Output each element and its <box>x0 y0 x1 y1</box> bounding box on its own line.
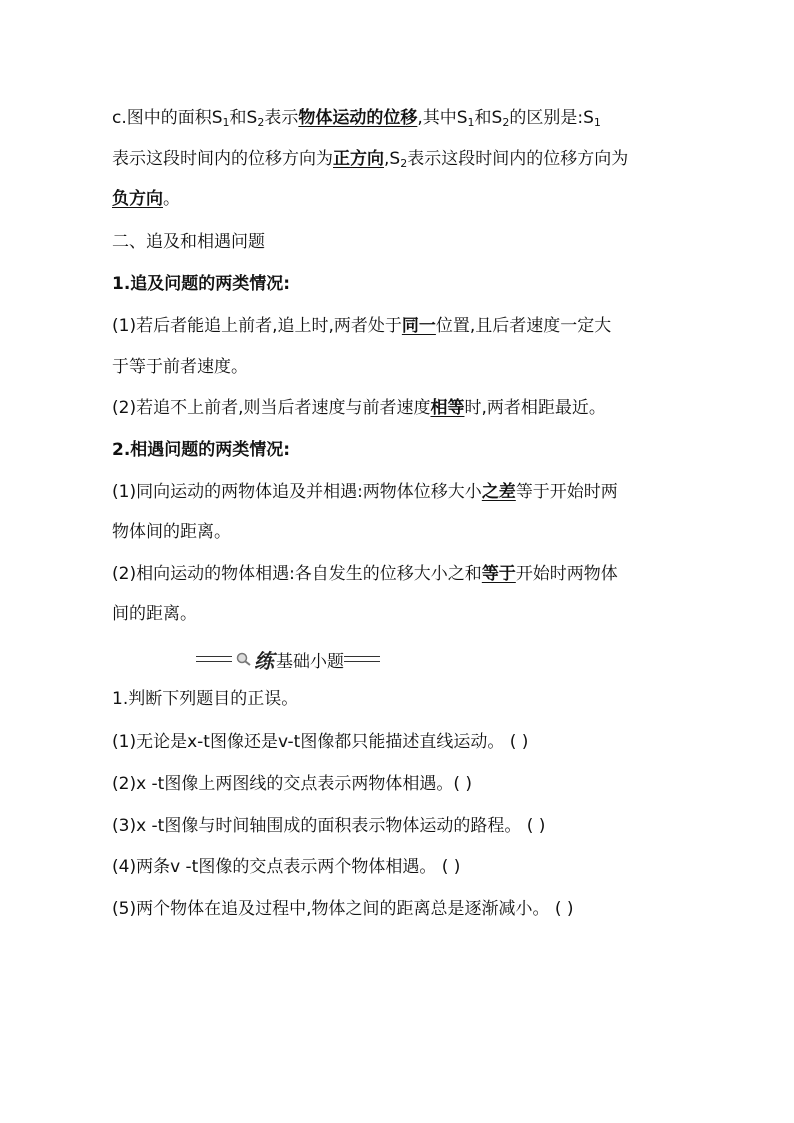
double-rule-left <box>196 656 232 662</box>
answer-blank: 负方向 <box>112 189 163 209</box>
answer-blank: 正方向 <box>333 149 384 169</box>
double-rule-right <box>344 656 380 662</box>
meet-item-2-line-1 <box>112 563 692 585</box>
question-item: (3)x -t图像与时间轴围成的面积表示物体运动的路程。 ( ) <box>112 816 546 836</box>
text: 和S <box>474 108 503 128</box>
subscript: 2 <box>400 157 408 170</box>
answer-blank: 同一 <box>401 316 436 336</box>
text: (2)若追不上前者,则当后者速度与前者速度 <box>112 398 431 418</box>
practice-banner <box>196 646 380 672</box>
chase-item-1-line-2: 于等于前者速度。 <box>112 357 248 377</box>
subscript: 1 <box>467 116 475 129</box>
answer-blank: 等于 <box>481 564 516 584</box>
text: 时,两者相距最近。 <box>464 398 606 418</box>
question-stem: 1.判断下列题目的正误。 <box>112 689 299 709</box>
subscript: 2 <box>502 116 510 129</box>
para-c-line-1 <box>112 107 692 129</box>
meet-item-2-line-2: 间的距离。 <box>112 604 197 624</box>
subscript: 2 <box>257 116 265 129</box>
text: 开始时两物体 <box>515 564 618 584</box>
practice-lian-glyph: 练 <box>254 648 274 673</box>
text: c.图中的面积S <box>112 108 223 128</box>
text: ,S <box>384 149 401 169</box>
text: 。 <box>163 189 180 209</box>
meet-item-1-line-2: 物体间的距离。 <box>112 522 231 542</box>
para-c-line-3 <box>112 188 692 210</box>
question-item: (5)两个物体在追及过程中,物体之间的距离总是逐渐减小。 ( ) <box>112 899 574 919</box>
magnifier-icon <box>235 651 253 667</box>
meet-item-1-line-1 <box>112 481 692 503</box>
chase-item-2 <box>112 397 692 419</box>
question-item: (1)无论是x-t图像还是v-t图像都只能描述直线运动。 ( ) <box>112 732 529 752</box>
question-item: (2)x -t图像上两图线的交点表示两物体相遇。( ) <box>112 774 473 794</box>
answer-blank: 相等 <box>430 398 465 418</box>
para-c-line-2 <box>112 148 692 170</box>
text: 位置,且后者速度一定大 <box>435 316 612 336</box>
question-item: (4)两条v -t图像的交点表示两个物体相遇。 ( ) <box>112 857 461 877</box>
text: (1)若后者能追上前者,追上时,两者处于 <box>112 316 402 336</box>
text: 表示这段时间内的位移方向为 <box>407 149 629 169</box>
text: 的区别是:S <box>509 108 594 128</box>
text: 表示 <box>264 108 299 128</box>
answer-blank: 之差 <box>481 482 516 502</box>
section-title: 二、追及和相遇问题 <box>112 232 265 252</box>
subscript: 1 <box>593 116 601 129</box>
text: 和S <box>229 108 258 128</box>
practice-title: 基础小题 <box>276 651 344 672</box>
chase-heading: 1.追及问题的两类情况: <box>112 274 291 294</box>
answer-blank: 物体运动的位移 <box>298 108 418 128</box>
subscript: 1 <box>222 116 230 129</box>
text: 表示这段时间内的位移方向为 <box>112 149 333 169</box>
text: (2)相向运动的物体相遇:各自发生的位移大小之和 <box>112 564 482 584</box>
text: 等于开始时两 <box>515 482 618 502</box>
text: ,其中S <box>417 108 468 128</box>
chase-item-1-line-1 <box>112 315 692 337</box>
meet-heading: 2.相遇问题的两类情况: <box>112 440 291 460</box>
text: (1)同向运动的两物体追及并相遇:两物体位移大小 <box>112 482 482 502</box>
